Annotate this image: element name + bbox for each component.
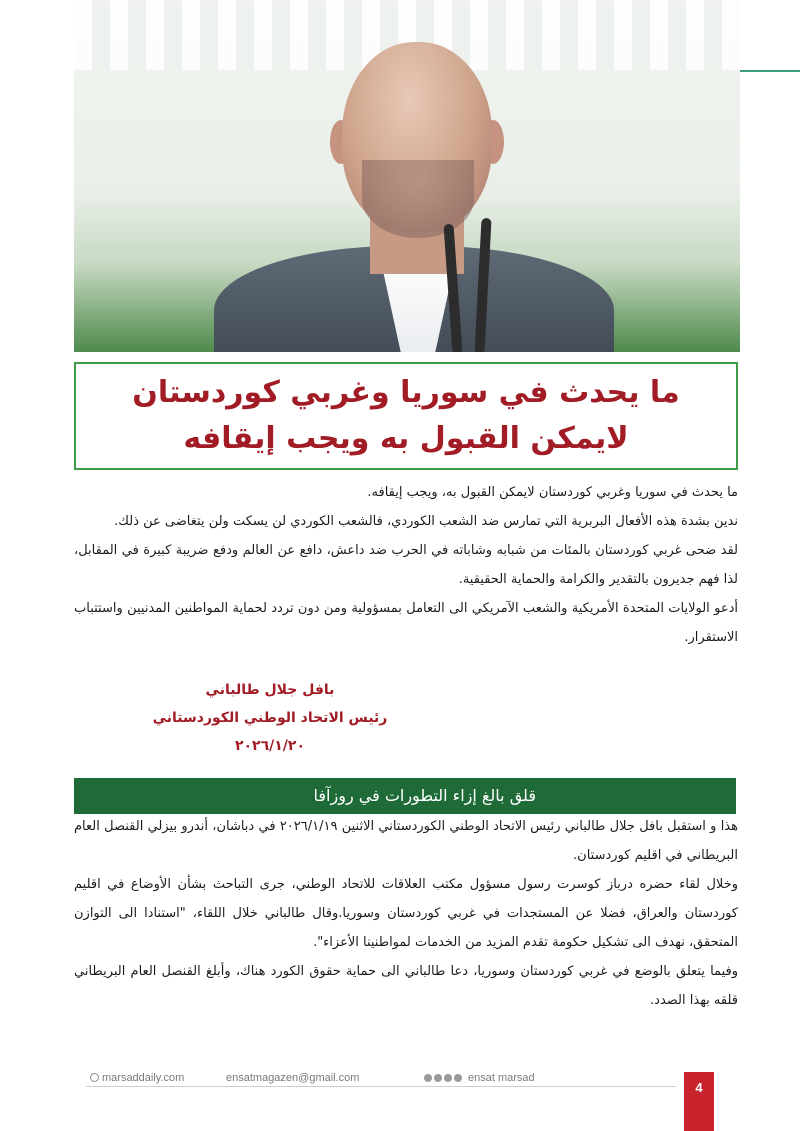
signature-name: بافل جلال طالباني (205, 682, 335, 698)
globe-icon (90, 1073, 99, 1082)
social-icons (424, 1074, 462, 1082)
statement-paragraph: ما يحدث في سوريا وغربي كوردستان لايمكن القبول به، ويجب إيقافه. (367, 485, 738, 500)
headline-box (74, 362, 738, 470)
top-accent-rule (740, 70, 800, 72)
beard (362, 160, 474, 238)
statement-paragraph: أدعو الولايات المتحدة الأمريكية والشعب الآمريكي الى التعامل بمسؤولية ومن دون تردد لحماية المواطنين المدنيين واستتباب الاستقرار. (74, 601, 738, 645)
youtube-icon[interactable] (454, 1074, 462, 1082)
signature-position: رئيس الاتحاد الوطني الكوردستاني (152, 710, 388, 726)
statement-paragraph: لقد ضحى غربي كوردستان بالمئات من شبابه وشاباته في الحرب ضد داعش، دافع عن العالم ودفع ضريبة كبيرة في المقابل، لذا فهم جديرون بالتقدير والكرامة والحماية الحقيقية. (74, 543, 738, 587)
footer-website-text: marsaddaily.com (102, 1072, 185, 1084)
footer-divider (86, 1086, 676, 1087)
facebook-icon[interactable] (424, 1074, 432, 1082)
section-paragraph: هذا و استقبل بافل جلال طالباني رئيس الاتحاد الوطني الكوردستاني الاثنين ٢٠٢٦/١/١٩ في دباشان، أندرو بيزلي القنصل العام البريطاني في اقليم كوردستان. (74, 819, 738, 863)
statement-body (74, 478, 738, 652)
footer-email[interactable]: ensatmagazen@gmail.com (226, 1072, 360, 1084)
speaker-photo (74, 0, 740, 352)
instagram-icon[interactable] (444, 1074, 452, 1082)
page-number: 4 (684, 1072, 714, 1131)
signature-date: ٢٠٢٦/١/٢٠ (234, 738, 306, 754)
section-paragraph: وخلال لقاء حضره درباز كوسرت رسول مسؤول مكتب العلاقات للاتحاد الوطني، جرى التباحث بشأن الأوضاع في اقليم كوردستان والعراق، فضلا عن المستجدات في غربي كوردستان وسوريا.وقال طالباني خلال اللقاء، "استنادا الى التوازن المتحقق، نهدف الى تشكيل حكومة تقدم المزيد من الخدمات لمواطنينا الأعزاء". (74, 877, 738, 950)
footer-social-handle: ensat marsad (468, 1072, 535, 1084)
footer-website[interactable] (90, 1072, 184, 1084)
section-paragraph: وفيما يتعلق بالوضع في غربي كوردستان وسوريا، دعا طالباني الى حماية حقوق الكورد هناك، وأبلغ القنصل العام البريطاني قلقه بهذا الصدد. (74, 964, 738, 1008)
section-body (74, 812, 738, 1015)
signature-block (120, 676, 420, 760)
headline-line-2: لايمكن القبول به ويجب إيقافه (183, 421, 629, 456)
section-banner: قلق بالغ إزاء التطورات في روزآفا (74, 778, 736, 814)
twitter-icon[interactable] (434, 1074, 442, 1082)
headline-line-1: ما يحدث في سوريا وغربي كوردستان (132, 375, 680, 410)
statement-paragraph: ندين بشدة هذه الأفعال البربرية التي تمارس ضد الشعب الكوردي، فالشعب الكوردي لن يسكت ولن يتغاضى عن ذلك. (114, 514, 738, 529)
